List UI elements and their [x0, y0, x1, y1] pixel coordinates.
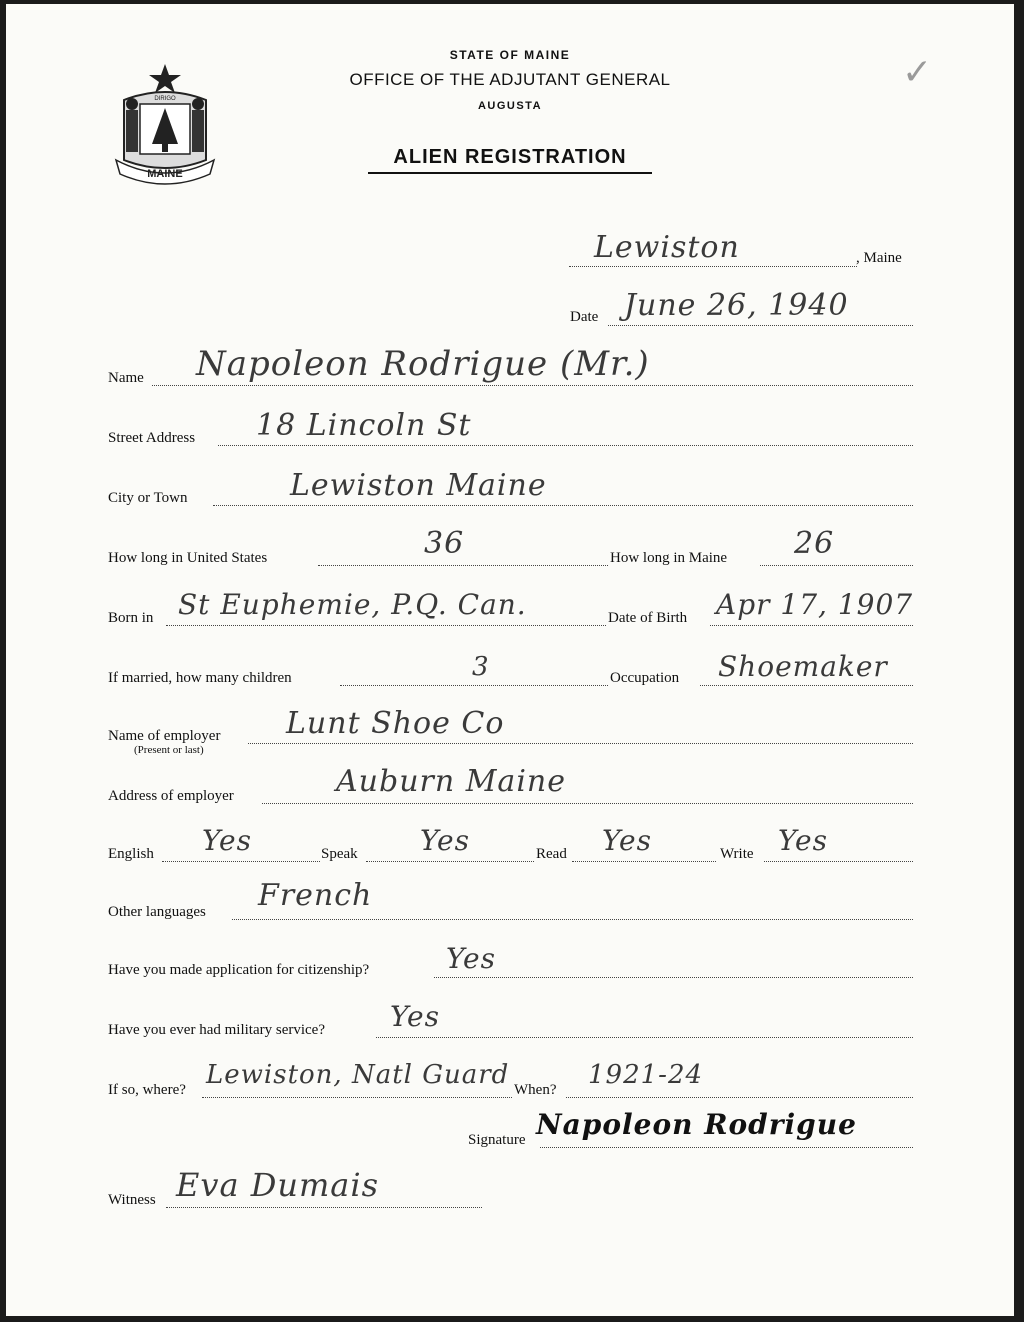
- children-value: 3: [472, 652, 490, 682]
- years-maine-label: How long in Maine: [610, 550, 728, 566]
- date-of-birth-label: Date of Birth: [608, 610, 688, 626]
- city-label: City or Town: [108, 490, 188, 506]
- page-title: ALIEN REGISTRATION: [393, 146, 627, 168]
- english-label: English: [108, 846, 154, 862]
- citizenship-value: Yes: [446, 942, 496, 975]
- witness-value: Eva Dumais: [176, 1166, 380, 1204]
- read-label: Read: [536, 846, 567, 862]
- when-value: 1921-24: [588, 1060, 704, 1090]
- born-in-value: St Euphemie, P.Q. Can.: [178, 588, 527, 621]
- children-label: If married, how many children: [108, 670, 292, 686]
- employer-address-label: Address of employer: [108, 788, 234, 804]
- maine-label: , Maine: [856, 250, 902, 266]
- name-label: Name: [108, 370, 144, 386]
- employer-value: Lunt Shoe Co: [286, 706, 505, 741]
- years-us-label: How long in United States: [108, 550, 268, 566]
- years-us-value: 36: [424, 526, 465, 561]
- other-languages-value: French: [258, 878, 373, 913]
- state-heading: STATE OF MAINE: [449, 48, 571, 62]
- signature-label: Signature: [468, 1132, 526, 1148]
- military-label: Have you ever had military service?: [108, 1022, 325, 1038]
- employer-address-value: Auburn Maine: [336, 764, 566, 799]
- check-mark: ✓: [902, 52, 934, 93]
- date-label: Date: [570, 309, 599, 325]
- speak-value: Yes: [420, 824, 470, 857]
- write-value: Yes: [778, 824, 828, 857]
- witness-label: Witness: [108, 1192, 156, 1208]
- city-value: Lewiston Maine: [290, 468, 547, 503]
- citizenship-label: Have you made application for citizenship?: [108, 962, 370, 978]
- read-value: Yes: [602, 824, 652, 857]
- other-languages-label: Other languages: [108, 904, 206, 920]
- svg-text:DIRIGO: DIRIGO: [154, 96, 176, 102]
- born-in-label: Born in: [108, 610, 154, 626]
- maine-state-seal: [110, 60, 220, 190]
- when-label: When?: [514, 1082, 557, 1098]
- where-label: If so, where?: [108, 1082, 186, 1098]
- where-value: Lewiston, Natl Guard: [206, 1060, 510, 1090]
- military-value: Yes: [390, 1000, 440, 1033]
- street-label: Street Address: [108, 430, 196, 446]
- city-heading: AUGUSTA: [477, 100, 543, 112]
- registration-form: [6, 4, 1014, 1316]
- english-value: Yes: [202, 824, 252, 857]
- name-value: Napoleon Rodrigue (Mr.): [196, 344, 650, 384]
- employer-label: Name of employer: [108, 728, 221, 744]
- town-value: Lewiston: [594, 230, 740, 265]
- date-value: June 26, 1940: [624, 288, 849, 323]
- years-maine-value: 26: [794, 526, 835, 561]
- signature-value: Napoleon Rodrigue: [536, 1108, 857, 1141]
- occupation-value: Shoemaker: [718, 650, 888, 683]
- speak-label: Speak: [321, 846, 358, 862]
- street-value: 18 Lincoln St: [256, 408, 472, 443]
- office-heading: OFFICE OF THE ADJUTANT GENERAL: [349, 70, 671, 89]
- title-underline: [368, 172, 652, 174]
- write-label: Write: [720, 846, 754, 862]
- employer-sublabel: (Present or last): [134, 744, 204, 756]
- occupation-label: Occupation: [610, 670, 680, 686]
- svg-text:MAINE: MAINE: [147, 168, 183, 180]
- date-of-birth-value: Apr 17, 1907: [716, 588, 914, 621]
